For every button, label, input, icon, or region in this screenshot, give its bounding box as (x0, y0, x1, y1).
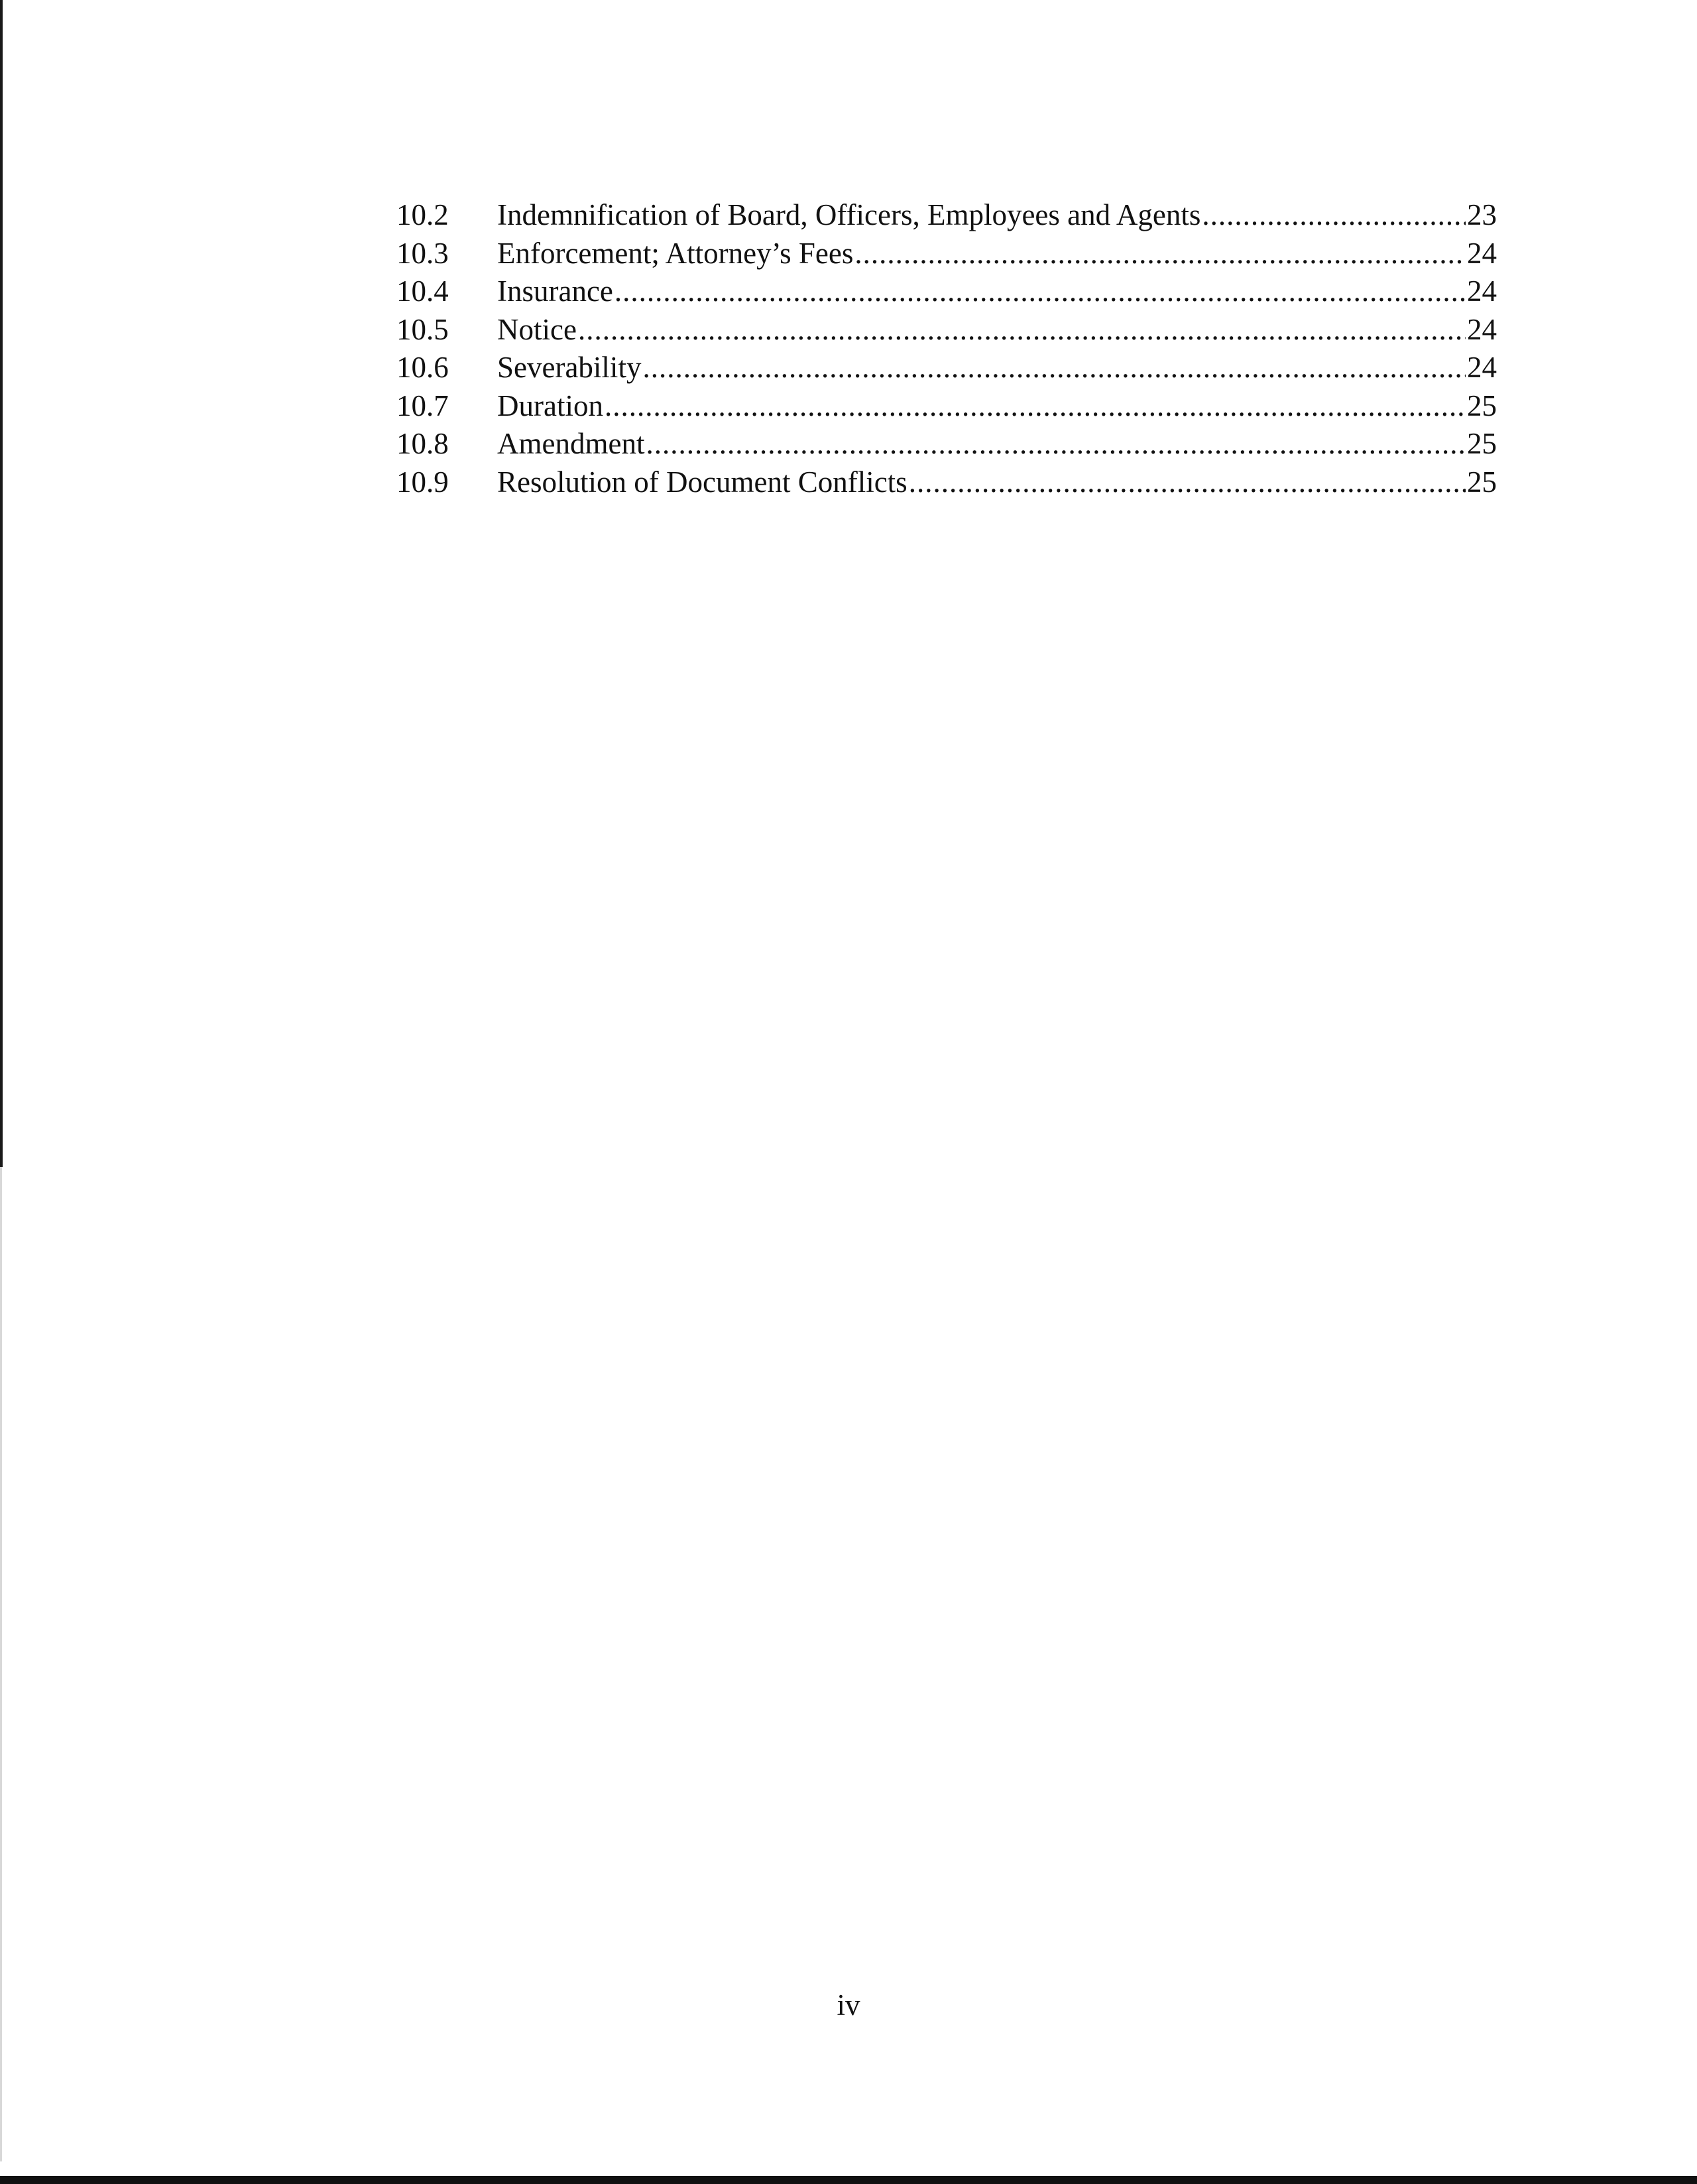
page-number: iv (837, 1988, 860, 2022)
toc-entry-number: 10.2 (396, 198, 449, 231)
toc-entry-page: 24 (1467, 274, 1497, 308)
toc-entry-page: 25 (1467, 465, 1497, 499)
toc-entry-title: Insurance (497, 274, 613, 308)
toc-entry-title: Amendment (497, 427, 645, 460)
toc-dot-leader (854, 235, 1466, 273)
toc-entry-title: Enforcement; Attorney’s Fees (497, 236, 854, 270)
toc-entry-page: 25 (1467, 427, 1497, 460)
toc-entry-title: Duration (497, 389, 603, 422)
toc-entry-number: 10.3 (396, 236, 449, 270)
toc-dot-leader (646, 425, 1466, 463)
toc-dot-leader (605, 387, 1466, 426)
toc-entry-number: 10.5 (396, 312, 449, 346)
toc-entry (396, 196, 1497, 235)
toc-entry (396, 235, 1497, 273)
toc-entry-title: Severability (497, 351, 642, 384)
toc-entry-number: 10.7 (396, 389, 449, 422)
toc-entry (396, 463, 1497, 502)
scan-bottom-edge (0, 2176, 1697, 2184)
toc-entry-title: Notice (497, 312, 577, 346)
toc-entry-page: 25 (1467, 389, 1497, 422)
toc-entry (396, 425, 1497, 463)
toc-entry-title: Resolution of Document Conflicts (497, 465, 907, 499)
toc-entry-page: 24 (1467, 312, 1497, 346)
toc-entry-page: 24 (1467, 351, 1497, 384)
toc-dot-leader (909, 463, 1466, 502)
toc-entry-number: 10.6 (396, 351, 449, 384)
toc-entry-page: 23 (1467, 198, 1497, 231)
toc-entry-number: 10.4 (396, 274, 449, 308)
table-of-contents (396, 196, 1497, 501)
toc-entry (396, 387, 1497, 426)
scan-left-edge (0, 0, 3, 1167)
toc-dot-leader (642, 349, 1466, 387)
toc-entry (396, 273, 1497, 311)
toc-entry (396, 311, 1497, 349)
toc-dot-leader (1202, 196, 1466, 235)
toc-entry-number: 10.9 (396, 465, 449, 499)
toc-dot-leader (614, 273, 1466, 311)
toc-entry-number: 10.8 (396, 427, 449, 460)
toc-entry (396, 349, 1497, 387)
toc-dot-leader (578, 311, 1466, 349)
toc-entry-title: Indemnification of Board, Officers, Employees and Agents (497, 198, 1201, 231)
toc-entry-page: 24 (1467, 236, 1497, 270)
